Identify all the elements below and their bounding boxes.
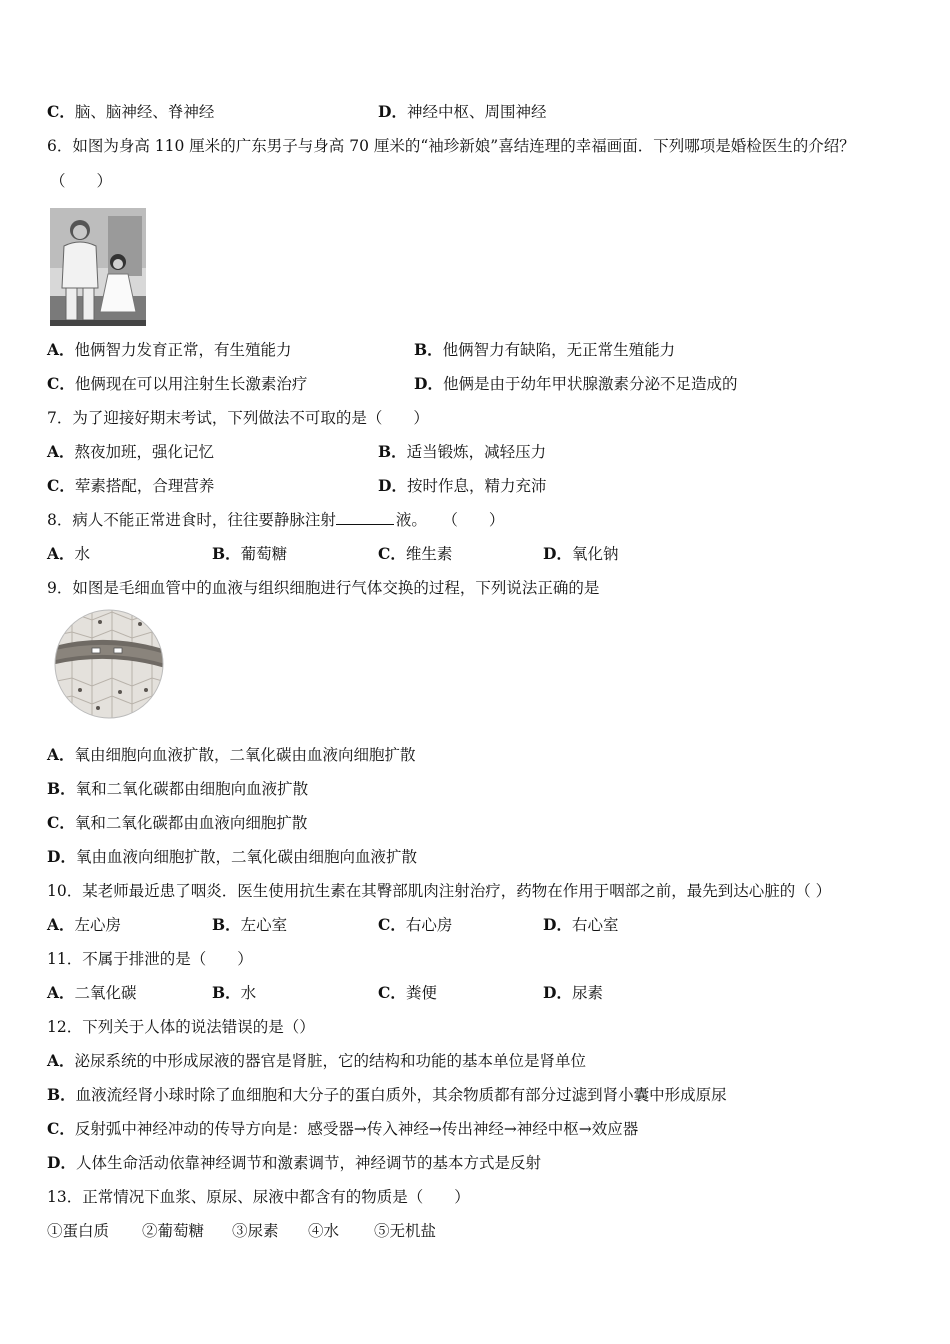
q7-option-a: A．熬夜加班，强化记忆 — [47, 442, 215, 461]
q12-stem: 12．下列关于人体的说法错误的是（） — [47, 1018, 315, 1036]
q6-option-c: C．他俩现在可以用注射生长激素治疗 — [47, 374, 308, 393]
q7-option-d: D．按时作息，精力充沛 — [378, 476, 547, 495]
q8-option-c: C．维生素 — [378, 544, 453, 563]
q6-paren: （ ） — [50, 172, 113, 190]
q8-option-b: B．葡萄糖 — [212, 544, 288, 563]
q9-option-b: B．氧和二氧化碳都由细胞向血液扩散 — [47, 779, 309, 798]
q13-item-2: ②葡萄糖 — [142, 1222, 205, 1240]
q12-option-a: A．泌尿系统的中形成尿液的器官是肾脏，它的结构和功能的基本单位是肾单位 — [47, 1051, 587, 1070]
q9-option-c: C．氧和二氧化碳都由血液向细胞扩散 — [47, 813, 308, 832]
q6-stem: 6．如图为身高 110 厘米的广东男子与身高 70 厘米的“袖珍新娘”喜结连理的幸福画面．下列哪项是婚检医生的介绍？ — [47, 137, 855, 155]
q6-option-a: A．他俩智力发育正常，有生殖能力 — [47, 340, 292, 359]
q7-option-b: B．适当锻炼，减轻压力 — [378, 442, 547, 461]
q11-option-b: B．水 — [212, 983, 257, 1002]
q8-option-d: D．氧化钠 — [543, 544, 619, 563]
q5-option-c: C．脑、脑神经、脊神经 — [47, 102, 215, 121]
q13-item-4: ④水 — [308, 1222, 340, 1240]
q6-option-d: D．他俩是由于幼年甲状腺激素分泌不足造成的 — [414, 374, 738, 393]
q13-item-1: ①蛋白质 — [47, 1222, 110, 1240]
q10-option-d: D．右心室 — [543, 915, 619, 934]
q12-option-c: C．反射弧中神经冲动的传导方向是：感受器→传入神经→传出神经→神经中枢→效应器 — [47, 1119, 639, 1138]
q11-option-a: A．二氧化碳 — [47, 983, 137, 1002]
q11-option-c: C．粪便 — [378, 983, 437, 1002]
q10-option-c: C．右心房 — [378, 915, 453, 934]
q9-stem: 9．如图是毛细血管中的血液与组织细胞进行气体交换的过程，下列说法正确的是 — [47, 579, 600, 597]
q12-option-d: D．人体生命活动依靠神经调节和激素调节，神经调节的基本方式是反射 — [47, 1153, 541, 1172]
q13-item-3: ③尿素 — [232, 1222, 279, 1240]
q9-option-d: D．氧由血液向细胞扩散，二氧化碳由细胞向血液扩散 — [47, 847, 417, 866]
q7-option-c: C．荤素搭配，合理营养 — [47, 476, 215, 495]
q7-stem: 7．为了迎接好期末考试，下列做法不可取的是（ ） — [47, 409, 429, 427]
capillary-diagram — [52, 608, 166, 720]
q5-option-d: D．神经中枢、周围神经 — [378, 102, 547, 121]
q10-option-b: B．左心室 — [212, 915, 288, 934]
q11-option-d: D．尿素 — [543, 983, 603, 1002]
q8-option-a: A．水 — [47, 544, 91, 563]
q8-stem: 8．病人不能正常进食时，往往要静脉注射 液。 （ ） — [47, 511, 505, 529]
q6-option-b: B．他俩智力有缺陷，无正常生殖能力 — [414, 340, 676, 359]
q10-stem: 10．某老师最近患了咽炎．医生使用抗生素在其臀部肌肉注射治疗，药物在作用于咽部之前，最先到达心脏的（ ） — [47, 882, 832, 900]
q12-option-b: B．血液流经肾小球时除了血细胞和大分子的蛋白质外，其余物质都有部分过滤到肾小囊中形成原尿 — [47, 1085, 727, 1104]
q11-stem: 11．不属于排泄的是（ ） — [47, 950, 253, 968]
q13-item-5: ⑤无机盐 — [374, 1222, 437, 1240]
wedding-photo — [50, 208, 146, 326]
q10-option-a: A．左心房 — [47, 915, 122, 934]
q13-stem: 13．正常情况下血浆、原尿、尿液中都含有的物质是（ ） — [47, 1188, 470, 1206]
q9-option-a: A．氧由细胞向血液扩散，二氧化碳由血液向细胞扩散 — [47, 745, 416, 764]
q8-answer-blank — [336, 510, 394, 525]
